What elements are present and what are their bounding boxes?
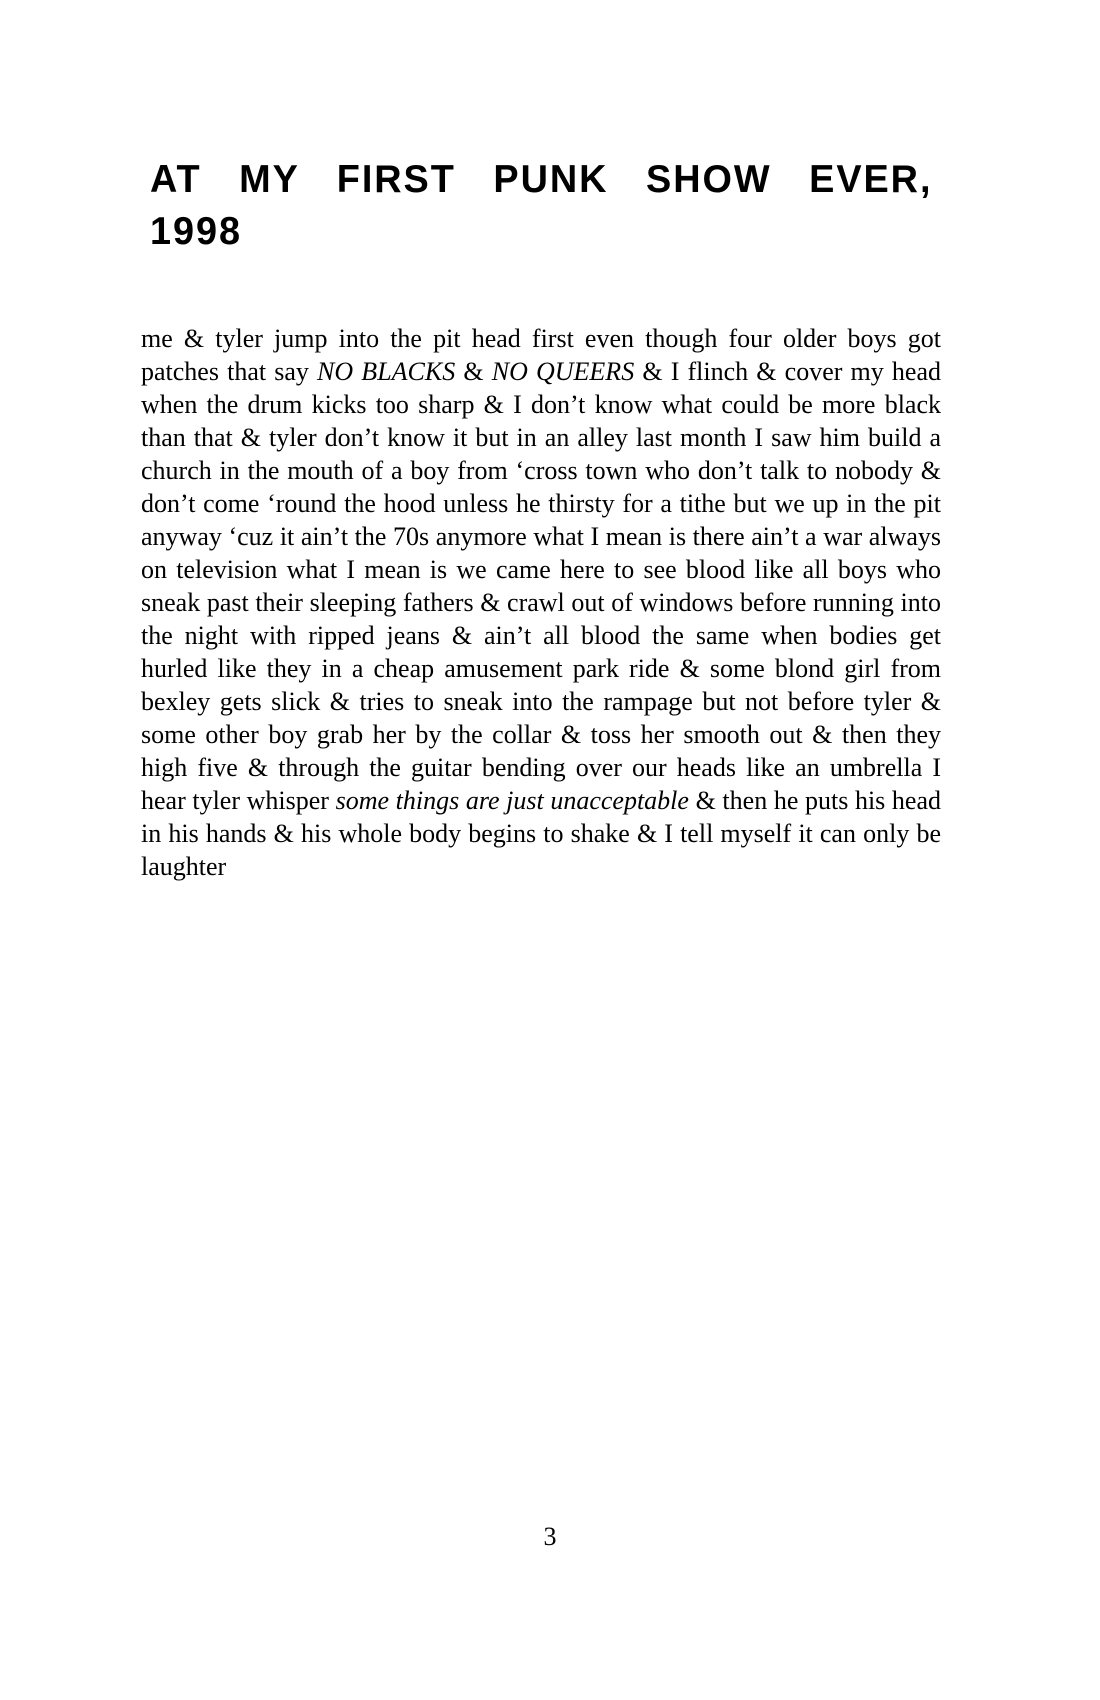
poem-segment: some things are just unacceptable <box>335 786 689 815</box>
poem-title <box>150 154 932 258</box>
poem-title-line-1: AT MY FIRST PUNK SHOW EVER, <box>150 158 933 201</box>
poem-segment: & <box>455 357 492 386</box>
poem-segment: me & tyler jump into the pit head first even though four older boys got patches that say <box>141 324 941 386</box>
poem-segment: NO QUEERS <box>491 357 635 386</box>
poem-segment: & I flinch & cover my head when the drum kicks too sharp & I don’t know what could be more black than that & tyler don’t know it but in an alley last month I saw him build a church in the mouth of a boy from ‘cross town who don’t talk to nobody & don’t come ‘round the hood unless he thirsty for a tithe but we up in the pit anyway ‘cuz it ain’t the 70s anymore what I mean is there ain’t a war always on television what I mean is we came here to see blood like all boys who sneak past their sleeping fathers & crawl out of windows before running into the night with ripped jeans & ain’t all blood the same when bodies get hurled like they in a cheap amusement park ride & some blond girl from bexley gets slick & tries to sneak into the rampage but not before tyler & some other boy grab her by the collar & toss her smooth out & then they high five & through the guitar bending over our heads like an umbrella I hear tyler whisper <box>141 357 941 815</box>
poem-title-line-2: 1998 <box>150 210 242 253</box>
poem-segment: & then he puts his head in his hands & his whole body begins to shake & I tell myself it can only be laughter <box>141 786 941 881</box>
page-number: 3 <box>543 1522 557 1551</box>
poem-segment: NO BLACKS <box>317 357 456 386</box>
poem-body <box>141 322 941 883</box>
